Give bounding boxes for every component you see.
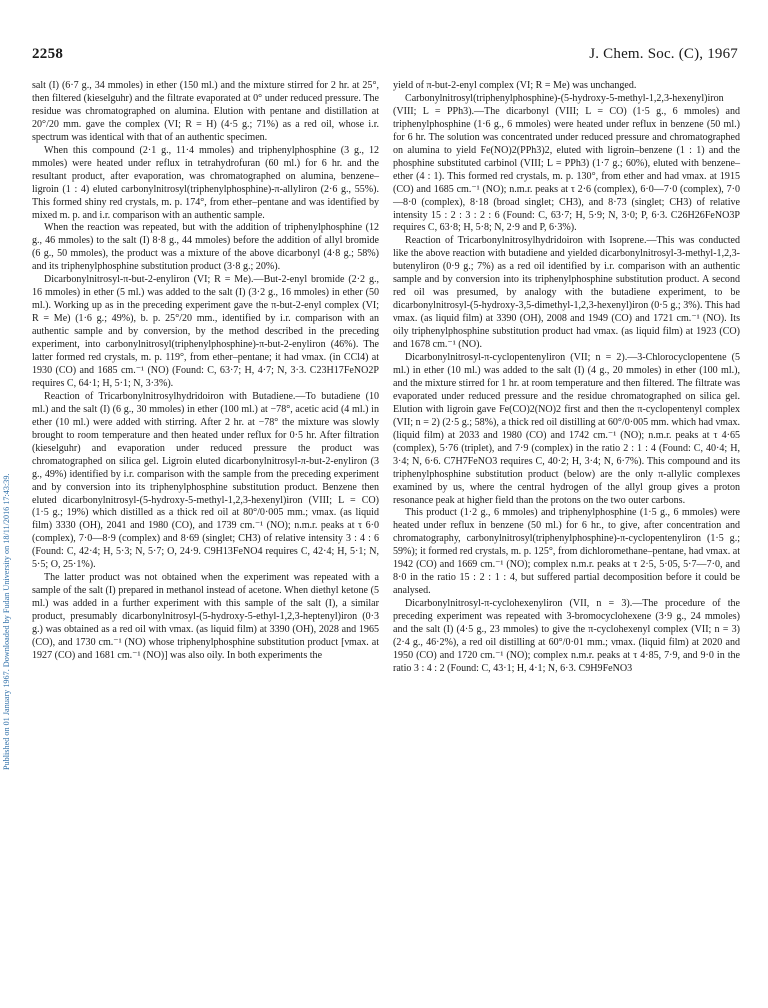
paragraph: When this compound (2·1 g., 11·4 mmoles) and triphenylphosphine (3 g., 12 mmoles) were heated under reflux in tetrahydrofuran (60 ml.) for 6 hr. and the resultant product, after evaporation, was chromatographed on alumina, benzene–ligroin (1 : 4) eluted carbonylnitrosyl(triphenylphosphine)-π-allyliron (2·6 g., 55%). This formed shiny red crystals, m. p. 174°, from ether–pentane and was identified by mixed m. p. and i.r. comparison with an authentic sample. — [32, 144, 379, 221]
right-column — [393, 80, 740, 676]
paragraph: Dicarbonylnitrosyl-π-cyclohexenyliron (VII, n = 3).—The procedure of the preceding experiment was repeated with 3-bromocyclohexene (3·9 g., 24 mmoles) and the salt (I) (4·5 g., 23 mmoles) to give the π-cyclohexenyl complex (VII; n = 3) (2·4 g., 46·2%), a red oil distilling at 60°/0·01 mm.; νmax. (liquid film) at 2020 and 1950 (CO) and 1720 cm.⁻¹ (NO); complex n.m.r. peaks at τ 4·85, 7·9, and 9·0 in the ratio 3 : 4 : 2 (Found: C, 43·1; H, 4·1; N, 6·3. C9H9FeNO3 — [393, 598, 740, 674]
paragraph: yield of π-but-2-enyl complex (VI; R = Me) was unchanged. — [393, 80, 637, 91]
paragraph: salt (I) (6·7 g., 34 mmoles) in ether (150 ml.) and the mixture stirred for 2 hr. at 25°, then filtered (kieselguhr) and the filtrate evaporated at 0° under reduced pressure. The residue was chromatographed on alumina. Elution with pentane and distillation at 20°/20 mm. gave the complex (VI; R = H) (4·5 g.; 71%) as a red oil, whose i.r. spectrum was identical with that of an authentic specimen. — [32, 80, 379, 143]
paragraph: Reaction of Tricarbonylnitrosylhydridoiron with Butadiene.—To butadiene (10 ml.) and the salt (I) (6 g., 30 mmoles) in ether (100 ml.) at −78°, acetic acid (4 ml.) in ether (10 ml.) were added with stirring. After 2 hr. at −78° the mixture was slowly brought to room temperature and then heated under reflux for 0·5 hr. After filtration (kieselguhr) and evaporation under reduced pressure the product was chromatographed on silica gel. Ligroin eluted dicarbonylnitrosyl-π-but-2-enyliron (3 g., 49%) identified by i.r. comparison with the sample from the preceding experiment and by conversion into its triphenylphosphine substitution product. Benzene then eluted dicarbonylnitrosyl-(5-hydroxy-5-methyl-1,2,3-hexenyl)iron (VIII; L = CO) (1·5 g.; 19%) which distilled as a thick red oil at 80°/0·005 mm.; νmax. (as liquid film) 3330 (OH), 2041 and 1980 (CO), and 1739 cm.⁻¹ (NO); n.m.r. peaks at τ 6·0 (complex), 7·0—8·9 (complex) and 8·69 (singlet; CH3) of relative intensity 3 : 4 : 6 (Found: C, 42·4; H, 5·3; N, 5·7; O, 24·9. C9H13FeNO4 requires C, 42·4; H, 5·1; N, 5·5; O, 25·1%). — [32, 390, 379, 571]
paragraph: The latter product was not obtained when the experiment was repeated with a sample of the salt (I) prepared in methanol instead of acetone. When diethyl ketone (5 ml.) was added in a further experiment with this sample of the salt (I), a similar product, presumably dicarbonylnitrosyl-(5-hydroxy-5-ethyl-1,2,3-heptenyl)iron (0·3 g.) was obtained as a red oil with νmax. (as liquid film) at 3390 (OH), 2028 and 1965 (CO), and 1730 cm.⁻¹ (NO) whose triphenylphosphine substitution product [νmax. at 1927 (CO) and 1681 cm.⁻¹ (NO)] was also oily. In both experiments the — [32, 572, 379, 661]
page-number: 2258 — [32, 46, 64, 62]
download-notice-text[interactable]: Published on 01 January 1967. Downloaded by Fudan University on 18/11/2016 17:43:39. — [2, 473, 11, 770]
left-column — [32, 80, 379, 663]
paragraph: This product (1·2 g., 6 mmoles) and triphenylphosphine (1·5 g., 6 mmoles) were heated under reflux in benzene (50 ml.) for 6 hr., to give, after concentration and chromatography, carbonylnitrosyl(triphenylphosphine)-π-cyclopentenyliron (1·5 g.; 59%); it formed red crystals, m. p. 125°, from dichloromethane–pentane, had νmax. at 1942 (CO) and 1669 cm.⁻¹ (NO); complex n.m.r. peaks at τ 2·5, 5·05, 5·7—7·0, and 8·0 in the ratio 15 : 2 : 1 : 4, but suffered partial decomposition before it could be analysed. — [393, 507, 740, 597]
download-watermark — [2, 150, 16, 770]
paragraph: When the reaction was repeated, but with the addition of triphenylphosphine (12 g., 46 mmoles) to the salt (I) 8·8 g., 44 mmoles) before the addition of allyl bromide (6 g., 50 mmoles), the product was a mixture of the above dicarbonyl (4·8 g.; 58%) and its triphenylphosphine substitution product (3·8 g.; 20%). — [32, 222, 379, 273]
journal-header: J. Chem. Soc. (C), 1967 — [589, 46, 738, 62]
paragraph: Carbonylnitrosyl(triphenylphosphine)-(5-hydroxy-5-methyl-1,2,3-hexenyl)iron (VIII; L = PPh3).—The dicarbonyl (VIII; L = CO) (1·5 g., 6 mmoles) and triphenylphosphine (1·6 g., 6 mmoles) were heated under reflux in benzene (50 ml.) for 6 hr. The solution was concentrated under reduced pressure and chromatographed on alumina to yield Fe(NO)2(PPh3)2, eluted with ligroin–benzene (1 : 1) and the phosphine substituted carbinol (VIII; L = PPh3) (1·7 g.; 60%), eluted with benzene–ether (4 : 1). This formed red crystals, m. p. 130°, from ether and had νmax. at 1915 (CO) and 1685 cm.⁻¹ (NO); n.m.r. peaks at τ 2·6 (complex), 6·0—7·0 (complex), 7·0—8·0 (complex), 8·18 (broad singlet; CH3), and 8·73 (singlet; CH3) of relative intensity 15 : 2 : 3 : 2 : 6 (Found: C, 63·7; H, 5·9; N, 3·0; P, 6·3. C26H26FeNO3P requires C, 63·8; H, 5·8; N, 2·9 and P, 6·3%). — [393, 92, 740, 234]
paragraph: Dicarbonylnitrosyl-π-cyclopentenyliron (VII; n = 2).—3-Chlorocyclopentene (5 ml.) in ether (10 ml.) was added to the salt (I) (4 g., 20 mmoles) in ether (100 ml.), and the mixture stirred for 1 hr. at room temperature and then filtered. The filtrate was evaporated under reduced pressure and the residue chromatographed on silica gel. Elution with ligroin gave Fe(CO)2(NO)2 first and then the π-cyclopentenyl complex (VII; n = 2) (2·5 g.; 58%), a thick red oil distilling at 60°/0·005 mm. which had νmax. (liquid film) at 2033 and 1980 (CO) and 1742 cm.⁻¹ (NO); n.m.r. peaks at τ 4·65 (complex), 5·76 (triplet), and 7·9 (complex) in the ratio 2 : 1 : 4 (Found: C, 40·4; H, 3·4; N, 6·6. C7H7FeNO3 requires C, 40·2; H, 3·4; N, 6·7%). This compound and its triphenylphosphine substitution product (below) are the only π-allylic complexes examined by us, where the central hydrogen of the allyl group gives a proton resonance peak at higher field than the protons on the two outer carbons. — [393, 352, 740, 506]
paragraph: Reaction of Tricarbonylnitrosylhydridoiron with Isoprene.—This was conducted like the above reaction with butadiene and yielded dicarbonylnitrosyl-3-methyl-1,2,3-butenyliron (0·9 g.; 7%) as a red oil identified by i.r. comparison with an authentic sample and by conversion into its triphenylphosphine substitution product. A second red oil was presumed, by analogy with the butadiene experiment, to be dicarbonylnitrosyl-(5-hydroxy-3,5-dimethyl-1,2,3-hexenyl)iron (0·5 g.; 3%). This had νmax. (as liquid film) at 3390 (OH), 2008 and 1949 (CO) and 1721 cm.⁻¹ (NO). Its oily triphenylphosphine substitution product had νmax. (as liquid film) at 1923 (CO) and 1678 cm.⁻¹ (NO). — [393, 235, 740, 351]
paragraph: Dicarbonylnitrosyl-π-but-2-enyliron (VI; R = Me).—But-2-enyl bromide (2·2 g., 16 mmoles) in ether (5 ml.) was added to the salt (I) (3·2 g., 16 mmoles) in ether (50 ml.). Working up as in the preceding experiment gave the π-but-2-enyl complex (VI; R = Me) (1·6 g.; 49%), b. p. 25°/20 mm., identified by i.r. comparison with an authentic sample and by conversion, by the method described in the preceding experiment, into carbonylnitrosyl(triphenylphosphine)-π-but-2-enyliron (46%). The latter formed red crystals, m. p. 119°, from ether–pentane; it had νmax. (in CCl4) at 1930 (CO) and 1685 cm.⁻¹ (NO) (Found: C, 63·7; H, 4·7; N, 3·3. C23H17FeNO2P requires C, 64·1; H, 5·1; N, 3·3%). — [32, 274, 379, 389]
